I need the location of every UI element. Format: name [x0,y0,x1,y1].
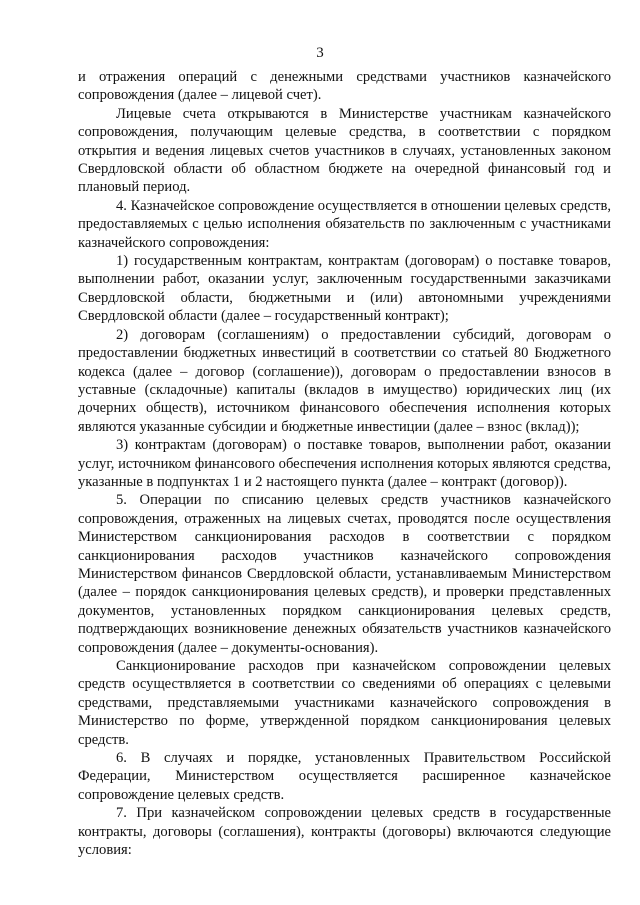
paragraph-9: 6. В случаях и порядке, установленных Правительством Российской Федерации, Министерством осуществляется расширенное казначейское сопровождение целевых средств. [78,750,611,803]
paragraph-1: и отражения операций с денежными средствами участников казначейского сопровождения (далее – лицевой счет). [78,69,611,104]
page-number: 3 [316,45,324,61]
paragraph-10: 7. При казначейском сопровождении целевых средств в государственные контракты, договоры (соглашения), контракты (договоры) включаются следующие условия: [78,805,611,859]
paragraph-7: 5. Операции по списанию целевых средств участников казначейского сопровождения, отраженных на лицевых счетах, проводятся после осуществления Министерством санкционирования расходов в соответствии с порядком санкционирования расходов участников казначейского сопровождения Министерством финансов Свердловской области, устанавливаемым Министерством (далее – порядок санкционирования целевых средств), и проверки представленных документов, установленных порядком санкционирования целевых средств, подтверждающих возникновение денежных обязательств участников казначейского сопровождения (далее – документы-основания). [78,492,611,656]
paragraph-5: 2) договорам (соглашениям) о предоставлении субсидий, договорам о предоставлении бюджетных инвестиций в соответствии со статьей 80 Бюджетного кодекса (далее – договор (соглашение)), договорам о предоставлении взносов в уставные (складочные) капиталы (вкладов в имущество) юридических лиц (их дочерних обществ), источником финансового обеспечения исполнения которых являются указанные субсидии и бюджетные инвестиции (далее – взнос (вклад)); [78,326,611,435]
paragraph-3: 4. Казначейское сопровождение осуществляется в отношении целевых средств, предоставляемых с целью исполнения обязательств по заключенным с участниками казначейского сопровождения: [78,197,611,251]
paragraph-8: Санкционирование расходов при казначейском сопровождении целевых средств осуществляется в соответствии со сведениями об операциях с целевыми средствами, представляемыми участниками казначейского сопровождения в Министерство по форме, утвержденной порядком санкционирования целевых средств. [78,658,611,748]
paragraph-2: Лицевые счета открываются в Министерстве участникам казначейского сопровождения, получающим целевые средства, в соответствии с порядком открытия и ведения лицевых счетов участников в случаях, установленных законом Свердловской области об областном бюджете на очередной финансовый год и плановый период. [78,105,611,196]
paragraph-4: 1) государственным контрактам, контрактам (договорам) о поставке товаров, выполнении работ, оказании услуг, заключенным государственными заказчиками Свердловской области, бюджетными и (или) автономными учреждениями Свердловской области (далее – государственный контракт); [78,253,611,325]
document-body [78,68,611,859]
paragraph-6: 3) контрактам (договорам) о поставке товаров, выполнении работ, оказании услуг, источником финансового обеспечения исполнения которых являются средства, указанные в подпунктах 1 и 2 настоящего пункта (далее – контракт (договор)). [78,437,611,490]
